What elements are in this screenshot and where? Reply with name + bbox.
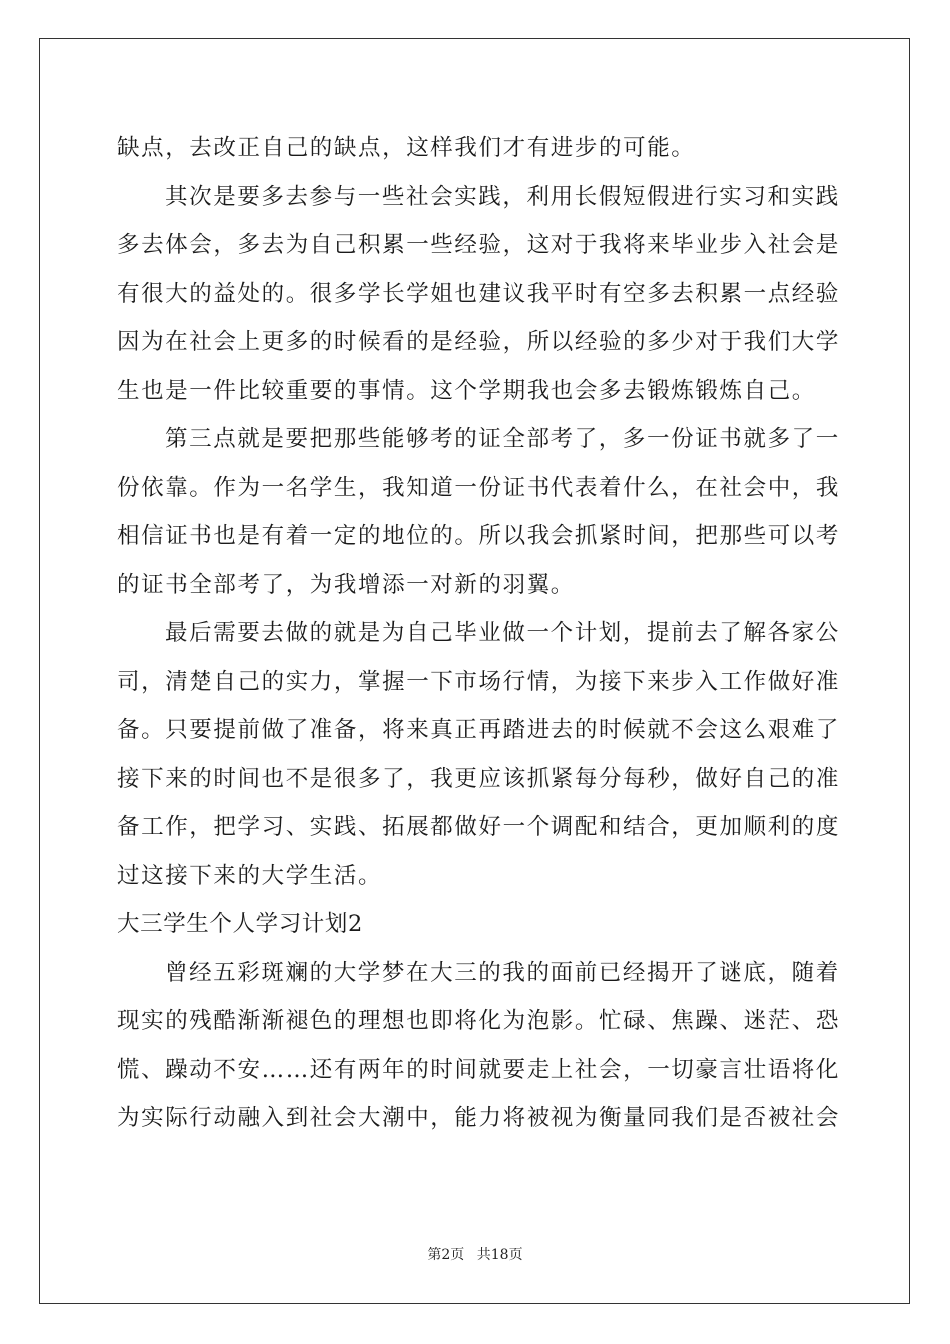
text-line-12: 司，清楚自己的实力，掌握一下市场行情，为接下来步入工作做好准 bbox=[117, 668, 841, 695]
text-line-13: 备。只要提前做了准备，将来真正再踏进去的时候就不会这么艰难了 bbox=[117, 717, 841, 743]
text-line-16: 过这接下来的大学生活。 bbox=[117, 862, 383, 889]
text-line-3: 多去体会，多去为自己积累一些经验，这对于我将来毕业步入社会是 bbox=[117, 232, 841, 258]
text-line-19: 现实的残酷渐渐褪色的理想也即将化为泡影。忙碌、焦躁、迷茫、恐 bbox=[117, 1008, 841, 1034]
section-heading: 大三学生个人学习计划2 bbox=[117, 911, 363, 937]
text-line-5: 因为在社会上更多的时候看的是经验，所以经验的多少对于我们大学 bbox=[117, 329, 841, 355]
text-line-1: 缺点，去改正自己的缺点，这样我们才有进步的可能。 bbox=[117, 135, 696, 161]
document-body bbox=[117, 124, 841, 1143]
text-line-18: 曾经五彩斑斓的大学梦在大三的我的面前已经揭开了谜底，随着 bbox=[165, 959, 840, 986]
text-line-14: 接下来的时间也不是很多了，我更应该抓紧每分每秒，做好自己的准 bbox=[117, 765, 841, 792]
page-number: 第2页 bbox=[427, 1247, 465, 1263]
text-line-4: 有很大的益处的。很多学长学姐也建议我平时有空多去积累一点经验 bbox=[117, 280, 841, 307]
page-footer bbox=[0, 1244, 950, 1264]
text-line-15: 备工作，把学习、实践、拓展都做好一个调配和结合，更加顺利的度 bbox=[117, 814, 841, 840]
text-line-8: 份依靠。作为一名学生，我知道一份证书代表着什么，在社会中，我 bbox=[117, 474, 841, 501]
text-line-6: 生也是一件比较重要的事情。这个学期我也会多去锻炼锻炼自己。 bbox=[117, 377, 816, 404]
text-line-21: 为实际行动融入到社会大潮中，能力将被视为衡量同我们是否被社会 bbox=[117, 1105, 841, 1131]
text-line-2: 其次是要多去参与一些社会实践，利用长假短假进行实习和实践 bbox=[165, 183, 840, 210]
text-line-9: 相信证书也是有着一定的地位的。所以我会抓紧时间，把那些可以考 bbox=[117, 523, 841, 549]
text-line-11: 最后需要去做的就是为自己毕业做一个计划，提前去了解各家公 bbox=[165, 620, 840, 646]
page-total: 共18页 bbox=[476, 1247, 523, 1263]
text-line-20: 慌、躁动不安……还有两年的时间就要走上社会，一切豪言壮语将化 bbox=[117, 1056, 841, 1083]
text-line-7: 第三点就是要把那些能够考的证全部考了，多一份证书就多了一 bbox=[165, 426, 840, 452]
text-line-10: 的证书全部考了，为我增添一对新的羽翼。 bbox=[117, 571, 575, 598]
